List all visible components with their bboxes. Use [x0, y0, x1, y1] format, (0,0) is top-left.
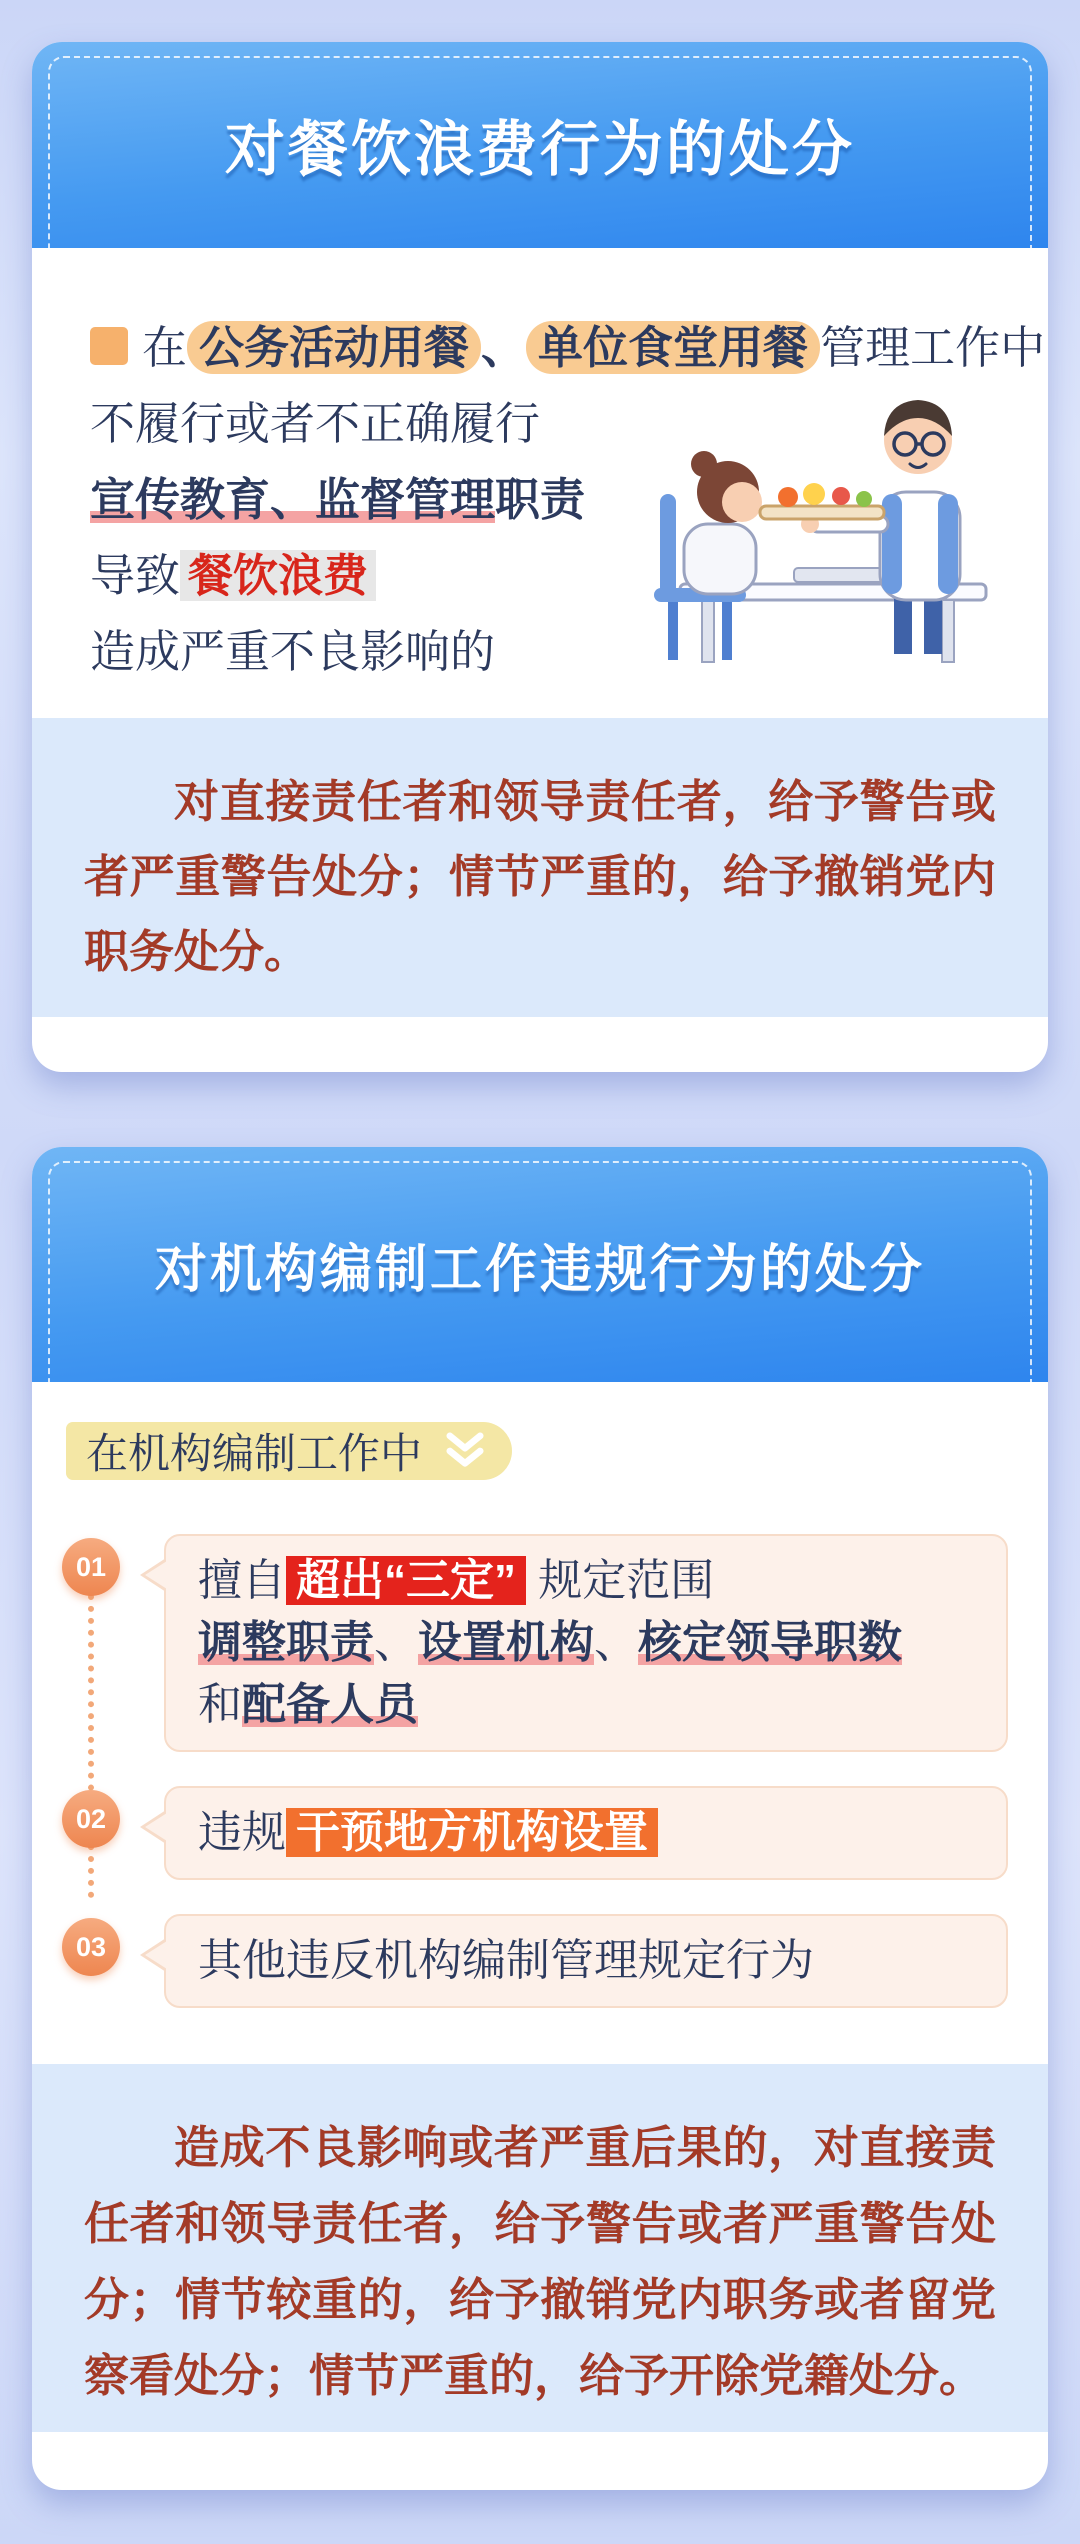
- table-leg: [702, 600, 714, 662]
- seated-person-body: [684, 524, 756, 594]
- vest-right: [938, 494, 958, 594]
- chevron-double-down-icon: [442, 1432, 488, 1470]
- keyboard: [794, 568, 886, 582]
- food-item: [856, 491, 872, 507]
- emphasis-exceed-sanding: 超出“三定”: [286, 1556, 526, 1605]
- section-body: [32, 248, 1048, 1072]
- list-item-1: [32, 1534, 1008, 1752]
- speech-bubble: [164, 1534, 1008, 1752]
- underlined-duties: 宣传教育、监督管理: [90, 474, 496, 525]
- speech-bubble: [164, 1914, 1008, 2008]
- context-tag-label: 在机构编制工作中: [86, 1430, 423, 1477]
- item1-prefix: 擅自: [198, 1556, 286, 1605]
- clause-line-5: 造成严重不良影响的: [90, 626, 496, 677]
- item1-scope: 规定范围: [526, 1556, 715, 1605]
- item-number-badge: 03: [62, 1918, 120, 1976]
- item1-sep: 、: [374, 1618, 418, 1667]
- item3-text: 其他违反机构编制管理规定行为: [198, 1936, 814, 1985]
- item-number-badge: 01: [62, 1538, 120, 1596]
- food-item: [832, 487, 850, 505]
- violation-clause: [32, 248, 1048, 690]
- highlight-canteen-dining: 单位食堂用餐: [526, 321, 820, 374]
- clause-suffix: 管理工作中: [820, 322, 1046, 373]
- penalty-text: 对直接责任者和领导责任者，给予警告或者严重警告处分；情节严重的，给予撤销党内职务处分。: [84, 776, 996, 977]
- section-card-dining-waste: [32, 42, 1048, 1072]
- section-banner: [32, 42, 1048, 248]
- section-title: 对餐饮浪费行为的处分: [225, 116, 855, 183]
- seated-person-face: [722, 482, 762, 522]
- underlined-adjust-duties: 调整职责: [198, 1618, 374, 1667]
- penalty-panel: [32, 718, 1048, 1017]
- hair-bun: [691, 451, 717, 477]
- highlight-official-dining: 公务活动用餐: [187, 321, 481, 374]
- cause-prefix: 导致: [90, 550, 181, 601]
- vest-left: [882, 494, 902, 594]
- list-item-3: [32, 1914, 1008, 2008]
- food-tray: [760, 506, 884, 519]
- clause-line-2: 不履行或者不正确履行: [90, 398, 541, 449]
- speech-bubble: [164, 1786, 1008, 1880]
- section-banner: [32, 1147, 1048, 1382]
- clause-prefix: 在: [142, 322, 188, 373]
- section-title: 对机构编制工作违规行为的处分: [154, 1241, 925, 1299]
- chair-leg: [668, 602, 678, 660]
- emphasis-interfere-local-orgs: 干预地方机构设置: [286, 1808, 658, 1857]
- underlined-leader-quota: 核定领导职数: [638, 1618, 902, 1667]
- chair-back: [660, 494, 676, 596]
- item-number-badge: 02: [62, 1790, 120, 1848]
- section-card-staffing-violations: [32, 1147, 1048, 2490]
- section-body: [32, 1382, 1048, 2490]
- duties-rest: 职责: [495, 474, 586, 525]
- penalty-panel: [32, 2064, 1048, 2432]
- chair-leg: [722, 602, 732, 660]
- orange-square-bullet-icon: [90, 327, 128, 365]
- item2-prefix: 违规: [198, 1808, 286, 1857]
- table-leg: [942, 600, 954, 662]
- underlined-staffing: 配备人员: [242, 1680, 418, 1729]
- list-item-2: [32, 1786, 1008, 1880]
- food-item: [778, 487, 798, 507]
- emphasis-food-waste: 餐饮浪费: [180, 550, 376, 601]
- canteen-illustration: [642, 344, 1014, 674]
- item1-and: 和: [198, 1680, 242, 1729]
- clause-separator: 、: [481, 322, 527, 373]
- context-tag: [66, 1422, 512, 1480]
- violation-list: [32, 1534, 1048, 2008]
- penalty-text: 造成不良影响或者严重后果的，对直接责任者和领导责任者，给予警告或者严重警告处分；情节较重的，给予撤销党内职务或者留党察看处分；情节严重的，给予开除党籍处分。: [84, 2122, 996, 2401]
- underlined-setup-orgs: 设置机构: [418, 1618, 594, 1667]
- item1-sep2: 、: [594, 1618, 638, 1667]
- food-item: [803, 483, 825, 505]
